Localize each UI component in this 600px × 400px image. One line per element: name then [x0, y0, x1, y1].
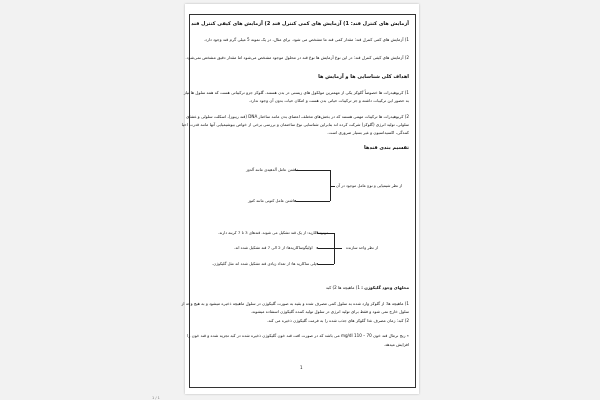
document-title: آزمایش های کنترل قند: 1) آزمایش های کمی کنترل قند 2) آزمایش های کیفی کنترل قند [191, 21, 409, 27]
tree2-arrow-bottom [318, 264, 334, 265]
tree2-arrow-middle [318, 248, 334, 249]
goals-paragraph-1-line-2: به حضور این ترکیبات داشته و جز ترکیبات حیاتی بدن هست و امکان حیات بدون آن وجود ندارد. [248, 98, 409, 103]
glycogen-storage-line [196, 285, 409, 290]
tree2-node-polysaccharide: پلی ساکارید ها: از تعداد زیادی قند تشکیل شده اند مثل گلیکوژن. [212, 261, 317, 266]
heading-goals: اهداف کلی شناسایی ها و آزمایش ها [318, 74, 409, 80]
goals-paragraph-1-line-1: 1) کربوهیدرات ها خصوصاً گلوکز یکی از مهمترین مولکول های زیستی در بدن هستند. گلوکز جزو ترکیباتی هست که همه سلول ها نیاز [183, 90, 409, 95]
paragraph-qualitative: 2) آزمایش های کیفی کنترل قند: در این نوع آزمایش ها نوع قند در محلول موجود مشخص می‌شود اما مقدار دقیق مشخص نمی‌شود. [185, 55, 409, 60]
tree1-arrow-bottom [296, 201, 330, 202]
glycogen-heading: محلهای وجود گلیکوژن : [361, 285, 409, 290]
blood-sugar-note-line-1: ٭ رنج نرمال قند خون 70 – 110 mg/dl می باشد که در صورت افت قند خون گلیکوژن ذخیره شده در کبد تجزیه شده و قند خون را [187, 333, 409, 338]
goals-paragraph-2-line-1: 2) کربوهیدرات ها ترکیبات مهمی هستند که در بخش‌های مختلف اعضای بدن مانند ساختار DNA (قند ریبوز)، اسکلت سلولی و غشای [186, 114, 409, 119]
tree1-root: از نظر شیمیایی و نوع عامل موجود در آن [336, 183, 403, 188]
page-number: 1 [300, 365, 303, 370]
blood-sugar-note-line-2: افزایش میدهد. [383, 342, 409, 347]
muscle-paragraph-line-2: سلول خارج نمی شود و فقط برای تولید انرژی در سلول تولید کننده گلیکوژن استفاده میشوند. [250, 309, 409, 314]
goals-paragraph-2-line-3: کنندگی، اکسیداسیون و غیر بسیار ضروری است. [327, 130, 409, 135]
tree1-node-ketose: داشتن عامل کتونی مانند کتوز [248, 198, 296, 203]
viewer-page-indicator: 1 / 1 [152, 396, 160, 400]
tree1-root-connector [330, 186, 335, 187]
tree2-root-connector [334, 248, 342, 249]
muscle-paragraph-line-1: 1) ماهیچه ها: از گلوکز وارد شده به سلول کمی مصرف شده و بقیه به صورت گلیکوژن در سلول ماهیچه ذخیره میشود و به هیچ وجه از [181, 301, 409, 306]
heading-classification: تقسیم بندی قندها [364, 145, 409, 151]
tree2-node-oligosaccharide: اولیگوساکاریدها: از 2 الی 7 قند تشکیل شده اند. [234, 245, 313, 250]
document-page [181, 4, 419, 394]
liver-paragraph: 2) کبد: زمان مصرف غذا گلوکز های جذب شده را به فرمت گلیکوژن ذخیره می کند. [266, 318, 409, 323]
tree2-node-monosaccharide: مونوساکارید: از یک قند تشکیل می شوند. قندهای 3 تا 7 کربنه دارند. [218, 230, 329, 235]
goals-paragraph-2-line-2: سلولی، تولید انرژی (گلوکز) شرکت کرده اند بنابراین شناسایی نوع ساختمان و بررسی برخی از خواص بیوشیمیایی آنها مانند قدرت احیا [181, 122, 409, 127]
paragraph-quantitative: 1) آزمایش های کمی کنترل قند: مقدار کمی قند ما مشخص می شود. برای مثال، در یک نمونه 5 میلی گرم قند وجود دارد. [203, 37, 409, 42]
tree1-node-aldose: داشتن عامل آلدهیدی مانند آلدوز [246, 167, 298, 172]
glycogen-storage-items: 1) ماهیچه ها 2) کبد [325, 285, 360, 290]
tree2-root: از نظر واحد سازنده [346, 245, 378, 250]
tree2-arrow-top [318, 233, 334, 234]
page-border [181, 14, 416, 388]
tree1-arrow-top [296, 170, 330, 171]
